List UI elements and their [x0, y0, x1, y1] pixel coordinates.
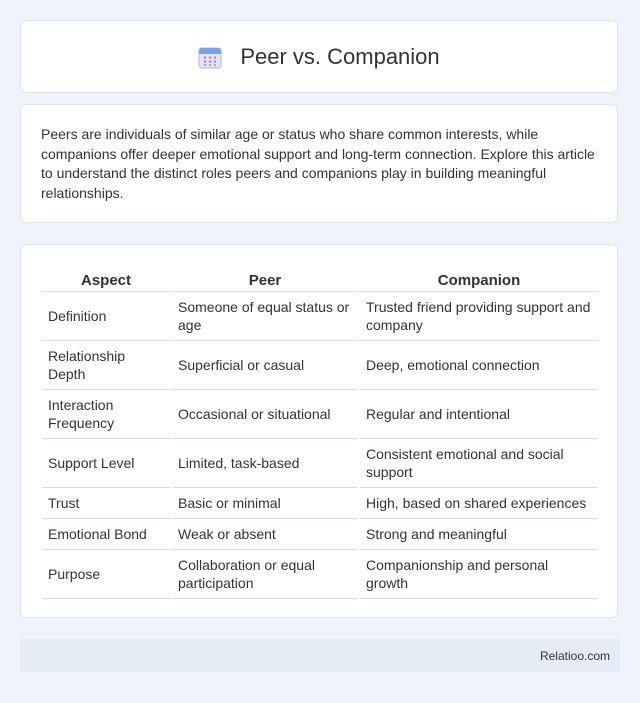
companion-cell: High, based on shared experiences: [360, 488, 598, 519]
page-title: Peer vs. Companion: [240, 43, 440, 69]
peer-cell: Limited, task-based: [172, 439, 358, 488]
aspect-cell: Emotional Bond: [42, 519, 170, 550]
column-header-aspect: Aspect: [42, 265, 170, 292]
peer-cell: Occasional or situational: [172, 390, 358, 439]
table-row: [42, 439, 598, 488]
companion-cell: Strong and meaningful: [360, 519, 598, 550]
companion-cell: Companionship and personal growth: [360, 550, 598, 599]
table-row: [42, 488, 598, 519]
peer-cell: Someone of equal status or age: [172, 292, 358, 341]
comparison-table: [40, 265, 600, 599]
footer-site-link[interactable]: Relatioo.com: [539, 648, 610, 663]
aspect-cell: Definition: [42, 292, 170, 341]
companion-cell: Consistent emotional and social support: [360, 439, 598, 488]
intro-paragraph: Peers are individuals of similar age or status who share common interests, while companions offer deeper emotional support and long-term connection. Explore this article to understand the distinct roles peers and companions play in building meaningful relationships.: [41, 126, 595, 201]
peer-cell: Weak or absent: [172, 519, 358, 550]
calendar-icon: [198, 45, 222, 69]
aspect-cell: Support Level: [42, 439, 170, 488]
companion-cell: Trusted friend providing support and company: [360, 292, 598, 341]
peer-cell: Basic or minimal: [172, 488, 358, 519]
table-header-row: [42, 265, 598, 292]
aspect-cell: Relationship Depth: [42, 341, 170, 390]
table-row: [42, 550, 598, 599]
peer-cell: Collaboration or equal participation: [172, 550, 358, 599]
intro-card: [20, 104, 618, 223]
aspect-cell: Interaction Frequency: [42, 390, 170, 439]
header-card: [20, 20, 618, 93]
aspect-cell: Trust: [42, 488, 170, 519]
companion-cell: Regular and intentional: [360, 390, 598, 439]
table-row: [42, 292, 598, 341]
peer-cell: Superficial or casual: [172, 341, 358, 390]
footer: [20, 639, 620, 672]
column-header-companion: Companion: [360, 265, 598, 292]
table-row: [42, 390, 598, 439]
comparison-table-card: [20, 244, 618, 618]
aspect-cell: Purpose: [42, 550, 170, 599]
column-header-peer: Peer: [172, 265, 358, 292]
table-row: [42, 519, 598, 550]
companion-cell: Deep, emotional connection: [360, 341, 598, 390]
table-row: [42, 341, 598, 390]
